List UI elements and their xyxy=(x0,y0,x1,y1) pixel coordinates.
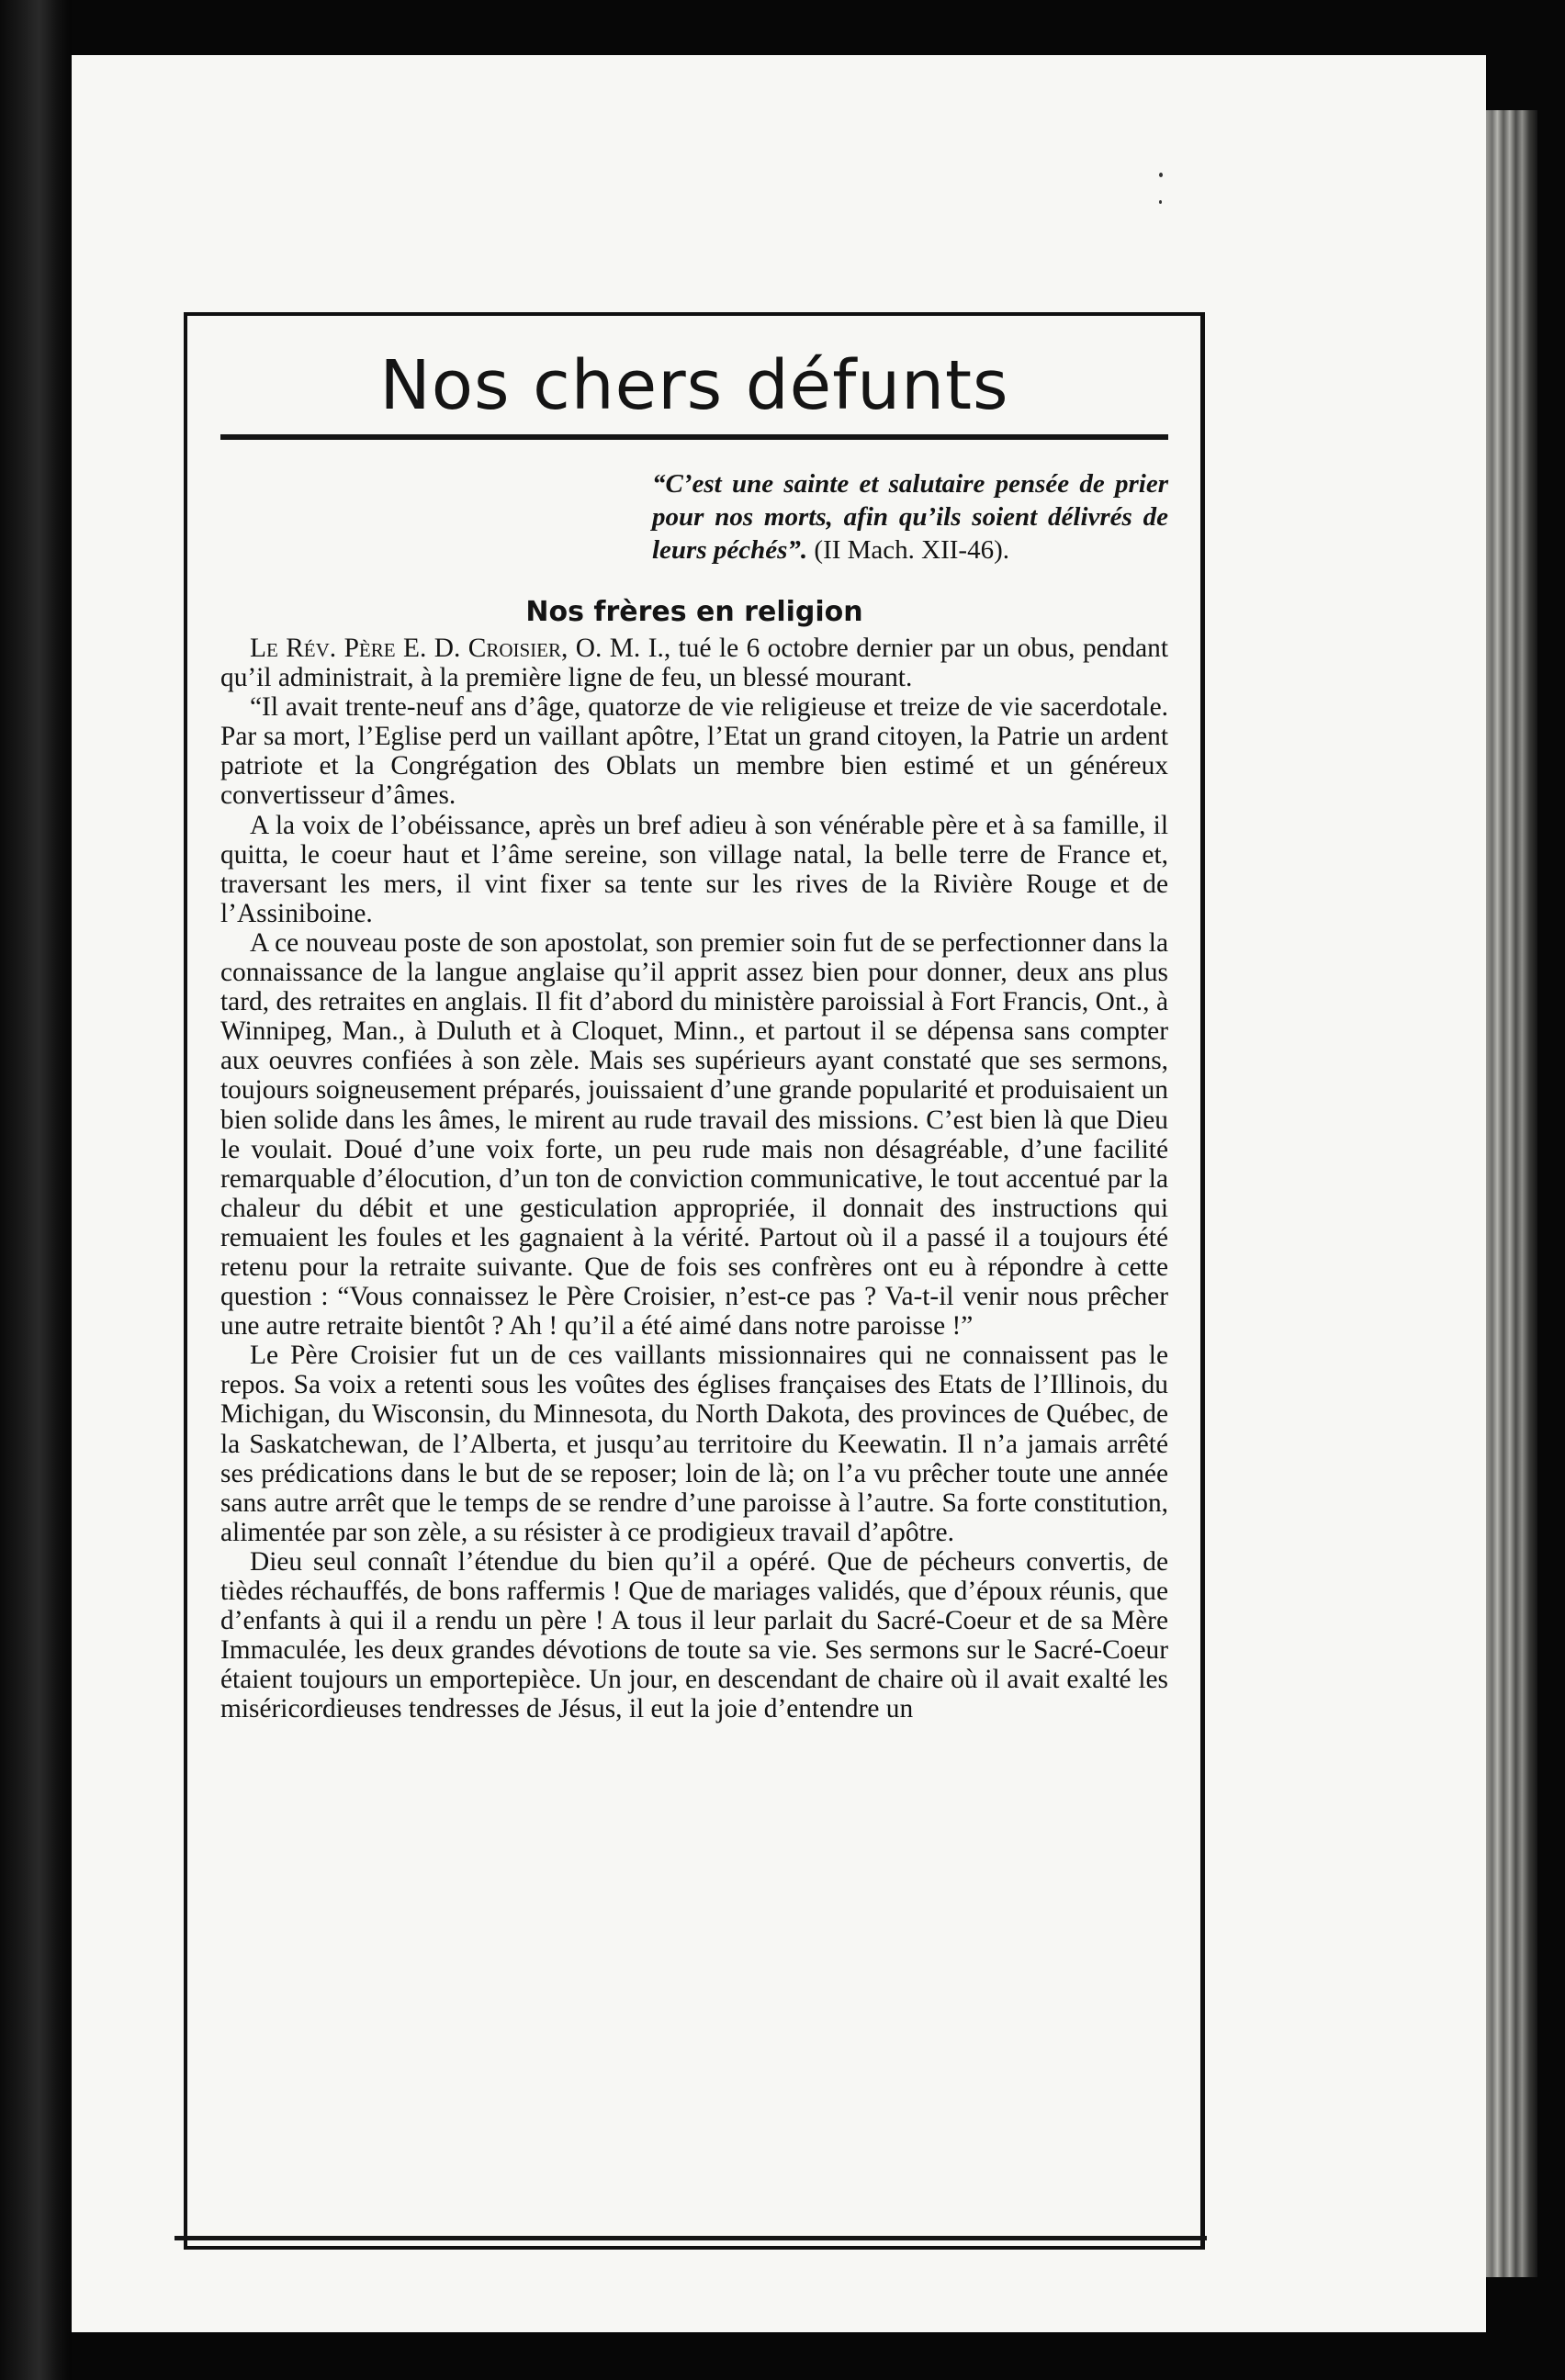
paragraph: Le Père Croisier fut un de ces vaillants missionnaires qui ne connaissent pas le repos. Sa voix a retenti sous les voûtes des églises françaises des Etats de l’Illinois, du Michigan, du Wisconsin, du Minnesota, du North Dakota, des provinces de Québec, de la Saskatchewan, de l’Alberta, et jusqu’au territoire du Keewatin. Il n’a jamais arrêté ses prédications dans le but de se reposer; loin de là; on l’a vu prêcher toute une année sans autre arrêt que le temps de se rendre d’une paroisse à l’autre. Sa forte constitution, alimentée par son zèle, a su résister à ce prodigieux travail d’apôtre. xyxy=(220,1341,1168,1547)
article-body xyxy=(220,634,1168,1723)
paragraph xyxy=(220,634,1168,692)
epigraph-quote: “C’est une sainte et salutaire pensée de prier pour nos morts, afin qu’ils soient délivrés de leurs péchés”. xyxy=(652,469,1168,565)
epigraph-reference: (II Mach. XII-46). xyxy=(814,535,1009,565)
page-stack-edge xyxy=(1486,110,1537,2277)
paragraph: “Il avait trente-neuf ans d’âge, quatorze de vie religieuse et treize de vie sacerdotale. Par sa mort, l’Eglise perd un vaillant apôtre, l’Etat un grand citoyen, la Patrie un ardent patriote et la Congrégation des Oblats un membre bien estimé et un généreux convertisseur d’âmes. xyxy=(220,692,1168,811)
paragraph: Dieu seul connaît l’étendue du bien qu’il a opéré. Que de pécheurs convertis, de tièdes réchauffés, de bons raffermis ! Que de mariages validés, que d’époux réunis, que d’enfants à qui il a rendu un père ! A tous il leur parlait du Sacré-Coeur et de sa Mère Immaculée, les deux grandes dévotions de toute sa vie. Ses sermons sur le Sacré-Coeur étaient toujours un emportepièce. Un jour, en descendant de chaire où il avait exalté les miséricordieuses tendresses de Jésus, il eut la joie d’entendre un xyxy=(220,1546,1168,1724)
dust-speck xyxy=(1159,200,1162,204)
page-title: Nos chers défunts xyxy=(379,346,1009,425)
dust-speck xyxy=(1159,173,1163,177)
paragraph: A ce nouveau poste de son apostolat, son premier soin fut de se perfectionner dans la connaissance de la langue anglaise qu’il apprit assez bien pour donner, deux ans plus tard, des retraites en anglais. Il fit d’abord du ministère paroissial à Fort Francis, Ont., à Winnipeg, Man., à Duluth et à Cloquet, Minn., et partout il se dépensa sans compter aux oeuvres confiées à son zèle. Mais ses supérieurs ayant constaté que ses sermons, toujours soigneusement préparés, jouissaient d’une grande popularité et produisaient un bien solide dans les âmes, le mirent au rude travail des missions. C’est bien là que Dieu le voulait. Doué d’une voix forte, un peu rude mais non désagréable, d’une facilité remarquable d’élocution, d’un ton de conviction communicative, le tout accentué par la chaleur du débit et une gesticulation appropriée, il donnait des instructions qui remuaient les foules et les gagnaient à la vérité. Partout où il a passé il a toujours été retenu pour la retraite suivante. Que de fois ses confrères ont eu à répondre à cette question : “Vous connaissez le Père Croisier, n’est-ce pas ? Va-t-il venir nous prêcher une autre retraite bientôt ? Ah ! qu’il a été aimé dans notre paroisse !” xyxy=(220,927,1168,1342)
adjacent-page-edge xyxy=(0,0,72,2380)
paragraph-lead: Le Rév. Père E. D. Croisier, O. M. I., xyxy=(250,634,671,663)
bottom-rule xyxy=(175,2236,1207,2240)
paragraph-text: tué le 6 octobre dernier par un obus, pendant qu’il administrait, à la première ligne de feu, un blessé mourant. xyxy=(220,634,1168,693)
article xyxy=(220,344,1168,1723)
epigraph xyxy=(652,467,1168,567)
title-rule xyxy=(220,434,1168,440)
section-title: Nos frères en religion xyxy=(525,596,863,628)
paragraph: A la voix de l’obéissance, après un bref adieu à son vénérable père et à sa famille, il quitta, le coeur haut et l’âme sereine, son village natal, la belle terre de France et, traversant les mers, il vint fixer sa tente sur les rives de la Rivière Rouge et de l’Assiniboine. xyxy=(220,810,1168,928)
